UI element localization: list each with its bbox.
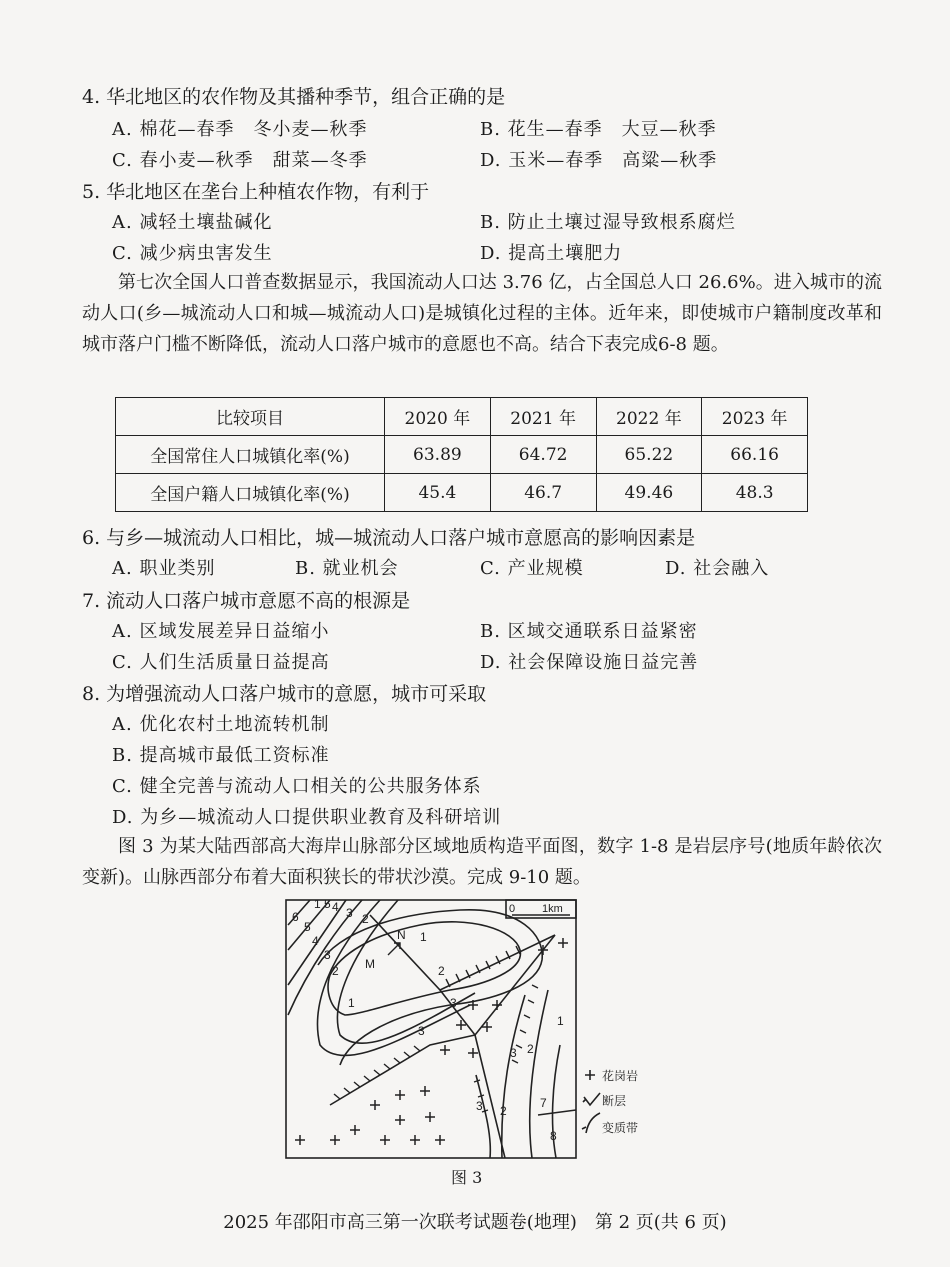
q6-option-d[interactable]: D. 社会融入 [665,558,770,579]
table-cell: 64.72 [490,436,596,474]
q8-option-d[interactable]: D. 为乡—城流动人口提供职业教育及科研培训 [112,807,502,828]
svg-text:3: 3 [476,1099,483,1113]
svg-text:2: 2 [500,1104,507,1118]
table-header-row [116,398,808,436]
q7-option-c[interactable]: C. 人们生活质量日益提高 [112,652,330,673]
svg-text:1: 1 [314,897,321,911]
table-cell: 65.22 [596,436,702,474]
table-row [116,436,808,474]
question-8-stem: 8. 为增强流动人口落户城市的意愿，城市可采取 [82,683,487,705]
point-m-label: M [365,957,375,971]
question-4-stem: 4. 华北地区的农作物及其播种季节，组合正确的是 [82,86,506,108]
q8-option-b[interactable]: B. 提高城市最低工资标准 [112,745,330,766]
table-header-cell: 比较项目 [116,398,385,436]
svg-text:3: 3 [346,906,353,920]
urbanization-table [115,397,808,512]
table-cell: 49.46 [596,474,702,512]
q5-option-b[interactable]: B. 防止土壤过湿导致根系腐烂 [480,212,736,233]
svg-text:2: 2 [362,912,369,926]
figure-3-geologic-map [270,895,690,1165]
question-6-stem: 6. 与乡—城流动人口相比，城—城流动人口落户城市意愿高的影响因素是 [82,527,696,549]
figure-3-caption: 图 3 [451,1168,483,1187]
stratum-line [530,990,548,1158]
q5-option-c[interactable]: C. 减少病虫害发生 [112,243,273,264]
table-header-cell: 2020 年 [385,398,491,436]
passage-9-10: 图 3 为某大陆西部高大海岸山脉部分区域地质构造平面图，数字 1-8 是岩层序号(地质年龄依次变新)。山脉西部分布着大面积狭长的带状沙漠。完成 9-10 题。 [82,836,882,888]
q4-option-c[interactable]: C. 春小麦—秋季 甜菜—冬季 [112,150,368,171]
geologic-map-svg [270,895,690,1165]
table-header-cell: 2022 年 [596,398,702,436]
legend [582,1068,638,1135]
svg-text:7: 7 [540,1096,547,1110]
svg-text:3: 3 [450,996,457,1010]
metamorphic-legend-icon [582,1113,600,1133]
q7-option-b[interactable]: B. 区域交通联系日益紧密 [480,621,698,642]
table-cell: 66.16 [702,436,808,474]
north-label: N [397,928,406,942]
passage-6-8: 第七次全国人口普查数据显示，我国流动人口达 3.76 亿，占全国总人口 26.6%。进入城市的流动人口(乡—城流动人口和城—城流动人口)是城镇化过程的主体。近年来，即使城市户籍制度改革和城市落户门槛不断降低，流动人口落户城市的意愿也不高。结合下表完成6-8 题。 [82,272,882,355]
table-cell: 45.4 [385,474,491,512]
q4-option-d[interactable]: D. 玉米—春季 高粱—秋季 [480,150,718,171]
svg-text:2: 2 [332,964,339,978]
q7-option-d[interactable]: D. 社会保障设施日益完善 [480,652,699,673]
fault-ticks [334,1046,420,1099]
q8-option-c[interactable]: C. 健全完善与流动人口相关的公共服务体系 [112,776,482,797]
fault-ticks [446,946,520,987]
question-5-stem: 5. 华北地区在垄台上种植农作物，有利于 [82,181,430,203]
legend-metamorphic: 变质带 [602,1121,639,1135]
svg-text:3: 3 [324,948,331,962]
svg-text:8: 8 [550,1129,557,1143]
svg-text:1: 1 [557,1014,564,1028]
stratum-line [502,995,525,1158]
granite-legend-icon [585,1070,595,1080]
svg-text:3: 3 [510,1046,517,1060]
svg-text:6: 6 [292,910,299,924]
scale-zero: 0 [509,903,516,915]
table-header-cell: 2023 年 [702,398,808,436]
svg-text:5: 5 [304,920,311,934]
fault-legend-icon [583,1093,600,1105]
q5-option-d[interactable]: D. 提高土壤肥力 [480,243,623,264]
svg-text:4: 4 [332,900,339,914]
q4-option-a[interactable]: A. 棉花—春季 冬小麦—秋季 [112,119,368,140]
svg-text:1: 1 [348,996,355,1010]
legend-granite: 花岗岩 [602,1069,639,1083]
table-row [116,474,808,512]
q7-option-a[interactable]: A. 区域发展差异日益缩小 [112,621,330,642]
page-footer: 2025 年邵阳市高三第一次联考试题卷(地理) 第 2 页(共 6 页) [223,1212,727,1233]
svg-text:2: 2 [438,964,445,978]
map-frame [286,900,576,1158]
table-cell: 63.89 [385,436,491,474]
q5-option-a[interactable]: A. 减轻土壤盐碱化 [112,212,273,233]
legend-fault: 断层 [602,1094,627,1108]
scale-unit: 1km [542,903,563,915]
table-cell: 全国常住人口城镇化率(%) [116,436,385,474]
stratum-line [538,1110,576,1115]
svg-text:2: 2 [527,1042,534,1056]
q6-option-b[interactable]: B. 就业机会 [295,558,399,579]
table-cell: 46.7 [490,474,596,512]
svg-text:1: 1 [420,930,427,944]
svg-text:5: 5 [324,897,331,911]
q4-option-b[interactable]: B. 花生—春季 大豆—秋季 [480,119,717,140]
fold-curve [318,900,471,1055]
table-cell: 全国户籍人口城镇化率(%) [116,474,385,512]
svg-text:4: 4 [312,934,319,948]
svg-text:3: 3 [418,1024,425,1038]
question-7-stem: 7. 流动人口落户城市意愿不高的根源是 [82,590,411,612]
table-cell: 48.3 [702,474,808,512]
q6-option-a[interactable]: A. 职业类别 [112,558,216,579]
table-header-cell: 2021 年 [490,398,596,436]
q8-option-a[interactable]: A. 优化农村土地流转机制 [112,714,330,735]
north-arrow [388,943,400,955]
q6-option-c[interactable]: C. 产业规模 [480,558,584,579]
